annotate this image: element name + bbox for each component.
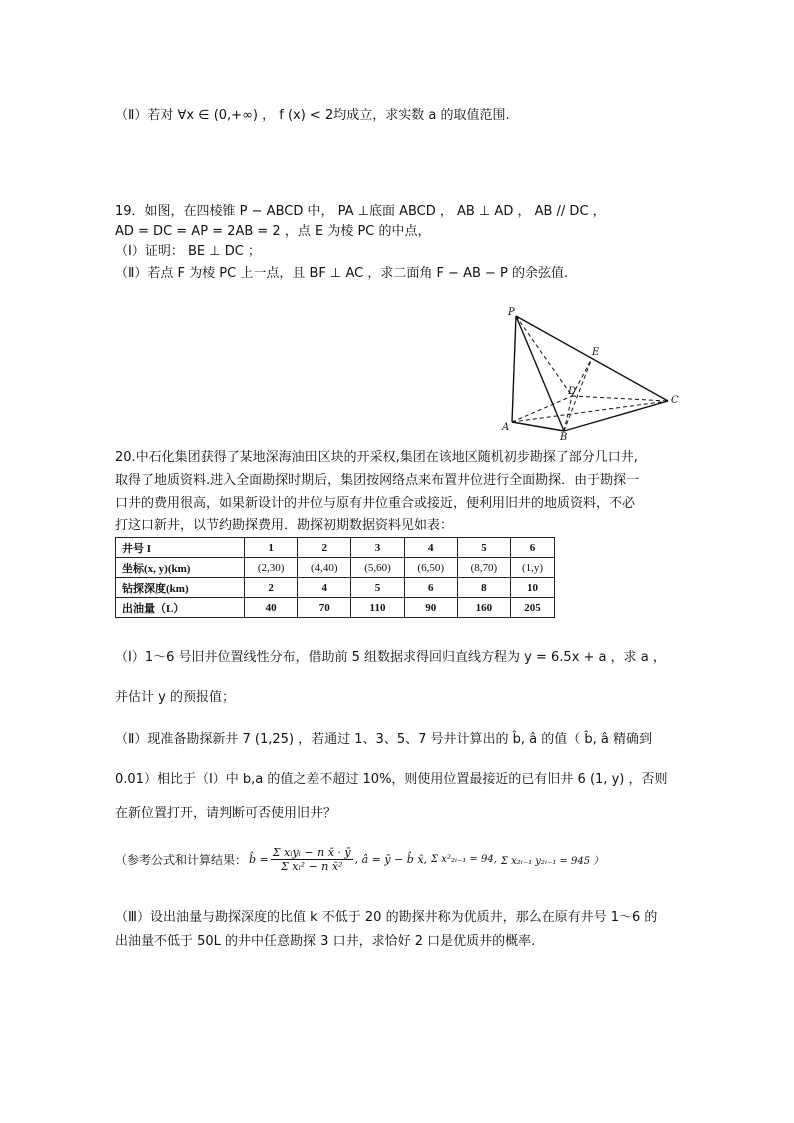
table-cell: (8,70) bbox=[457, 558, 510, 578]
table-cell: 160 bbox=[457, 598, 510, 618]
table-cell: 4 bbox=[298, 578, 351, 598]
label-A: A bbox=[502, 422, 510, 433]
q20-intro1: 20.中石化集团获得了某地深海油田区块的开采权,集团在该地区随机初步勘探了部分几口井, bbox=[115, 450, 638, 465]
edge-AC bbox=[512, 401, 668, 422]
table-header-cell: 坐标(x, y)(km) bbox=[116, 558, 245, 578]
q19-line3: （Ⅰ）证明： BE ⊥ DC ； bbox=[115, 244, 261, 259]
q20-part1-line2: 并估计 y 的预报值； bbox=[115, 690, 235, 705]
formula-b-hat: b̂ = bbox=[249, 852, 269, 866]
edge-BD bbox=[564, 396, 572, 431]
well-data-table bbox=[115, 537, 555, 618]
edge-AB bbox=[512, 422, 564, 431]
table-header-cell: 井号 I bbox=[116, 538, 245, 558]
table-cell: (1,y) bbox=[511, 558, 555, 578]
table-cell: 10 bbox=[511, 578, 555, 598]
edge-DC bbox=[572, 396, 668, 401]
table-cell: 5 bbox=[351, 578, 404, 598]
q20-part1-line1: （Ⅰ）1～6 号旧井位置线性分布，借助前 5 组数据求得回归直线方程为 y = 6.5x + a ，求 a ， bbox=[115, 650, 666, 665]
q20-part2-line2: 0.01）相比于（Ⅰ）中 b,a 的值之差不超过 10%，则使用位置最接近的已有旧井 6 (1, y) ，否则 bbox=[115, 772, 668, 787]
formula-sum2: Σ x₂ᵢ₋₁ y₂ᵢ₋₁ = 945 ） bbox=[500, 855, 604, 867]
q20-part2-line3: 在新位置打开，请判断可否使用旧井？ bbox=[115, 806, 337, 821]
q20-part3-line1: （Ⅲ）设出油量与勘探深度的比值 k 不低于 20 的勘探井称为优质井，那么在原有井号 1～6 的 bbox=[115, 910, 658, 925]
formula-sum1: Σ x²₂ᵢ₋₁ = 94, bbox=[431, 853, 497, 865]
table-cell: (6,50) bbox=[404, 558, 457, 578]
table-row bbox=[116, 598, 555, 618]
formula-prefix: （参考公式和计算结果： bbox=[115, 852, 248, 867]
q20-part3-line2: 出油量不低于 50L 的井中任意勘探 3 口井，求恰好 2 口是优质井的概率. bbox=[115, 934, 536, 949]
label-B: B bbox=[560, 432, 568, 442]
q18-part2: （Ⅱ）若对 ∀x ∈ (0,+∞) ， f (x) < 2均成立，求实数 a 的取值范围. bbox=[115, 108, 510, 123]
table-cell: (5,60) bbox=[351, 558, 404, 578]
formula-a-hat: , â = ȳ − b̂ x̄, bbox=[354, 852, 428, 866]
table-cell: 4 bbox=[404, 538, 457, 558]
table-cell: 90 bbox=[404, 598, 457, 618]
table-row bbox=[116, 578, 555, 598]
table-cell: 6 bbox=[404, 578, 457, 598]
table-cell: 6 bbox=[511, 538, 555, 558]
table-cell: 3 bbox=[351, 538, 404, 558]
q20-intro4: 打这口新井，以节约勘探费用．勘探初期数据资料见如表： bbox=[115, 518, 454, 533]
label-P: P bbox=[508, 307, 515, 318]
table-cell: 8 bbox=[457, 578, 510, 598]
table-cell: 110 bbox=[351, 598, 404, 618]
q19-line2: AD = DC = AP = 2AB = 2 ，点 E 为棱 PC 的中点， bbox=[115, 224, 431, 239]
formula-denominator: Σ xᵢ² − n x̄² bbox=[280, 859, 343, 873]
formula-numerator: Σ xᵢyᵢ − n x̄ · ȳ bbox=[272, 845, 351, 859]
reference-formula bbox=[115, 836, 603, 882]
table-cell: (2,30) bbox=[245, 558, 298, 578]
q20-part2-line1: （Ⅱ）现准备勘探新井 7 (1,25) ，若通过 1、3、5、7 号井计算出的 b̂, â 的值（ b̂, â 精确到 bbox=[115, 732, 652, 747]
edge-PA bbox=[512, 316, 516, 422]
q19-line1: 19．如图，在四棱锥 P − ABCD 中， PA ⊥底面 ABCD ， AB ⊥ AD ， AB // DC ， bbox=[115, 204, 606, 219]
label-E: E bbox=[592, 347, 600, 358]
table-header-cell: 钻探深度(km) bbox=[116, 578, 245, 598]
edge-BC bbox=[564, 401, 668, 431]
table-cell: 1 bbox=[245, 538, 298, 558]
q20-intro2: 取得了地质资料.进入全面勘探时期后，集团按网络点来布置井位进行全面勘探．由于勘探一 bbox=[115, 473, 640, 488]
table-header-cell: 出油量（L） bbox=[116, 598, 245, 618]
formula-fraction bbox=[271, 846, 353, 873]
table-cell: 205 bbox=[511, 598, 555, 618]
label-D: D bbox=[568, 386, 577, 397]
pyramid-figure bbox=[500, 296, 690, 442]
q20-intro3: 口井的费用很高，如果新设计的井位与原有井位重合或接近，便利用旧井的地质资料，不必 bbox=[115, 496, 636, 511]
table-cell: 5 bbox=[457, 538, 510, 558]
table-cell: 2 bbox=[298, 538, 351, 558]
q19-line4: （Ⅱ）若点 F 为棱 PC 上一点，且 BF ⊥ AC ，求二面角 F − AB − P 的余弦值. bbox=[115, 266, 569, 281]
table-cell: 40 bbox=[245, 598, 298, 618]
label-C: C bbox=[671, 395, 679, 406]
table-row bbox=[116, 538, 555, 558]
table-cell: 70 bbox=[298, 598, 351, 618]
table-row bbox=[116, 558, 555, 578]
table-cell: 2 bbox=[245, 578, 298, 598]
table-cell: (4,40) bbox=[298, 558, 351, 578]
